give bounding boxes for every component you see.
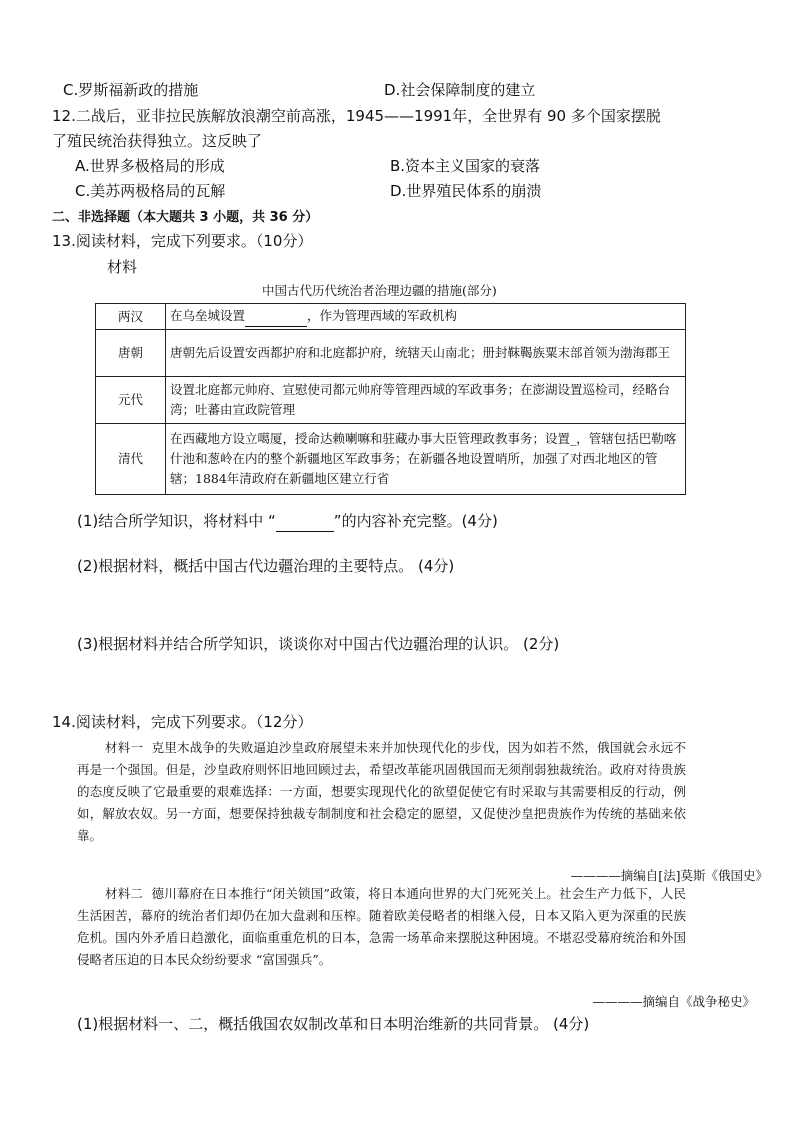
era-cell: 元代: [96, 377, 166, 424]
material-1-label: 材料一: [105, 740, 144, 755]
q11-option-c: C.罗斯福新政的措施: [63, 81, 199, 99]
q12-option-b: B.资本主义国家的衰落: [390, 157, 541, 175]
content-text-a: 在乌垒城设置: [170, 308, 246, 323]
q13-sub2: (2)根据材料，概括中国古代边疆治理的主要特点。 (4分): [77, 557, 455, 575]
q13-sub1: [77, 511, 498, 532]
table-row: [96, 424, 686, 495]
q12-option-a: A.世界多极格局的形成: [75, 157, 225, 175]
content-cell: 唐朝先后设置安西都护府和北庭都护府，统辖天山南北；册封靺鞨族粟末部首领为渤海郡王: [166, 330, 686, 377]
q13-material-label: 材料: [107, 258, 138, 276]
q12-stem-line2: 了殖民统治获得独立。这反映了: [52, 132, 263, 150]
q13-sub1-text-b: ”的内容补充完整。(4分): [333, 512, 498, 530]
content-cell: 在西藏地方设立噶厦，授命达赖喇嘛和驻藏办事大臣管理政教事务；设置_，管辖包括巴勒喀什池和葱岭在内的整个新疆地区军政事务；在新疆各地设置哨所，加强了对西北地区的管辖；1884年清政府在新疆地区建立行省: [166, 424, 686, 495]
material-2-source: ————摘编自《战争秘史》: [592, 994, 755, 1009]
border-policy-table: [95, 303, 686, 495]
table-row: [96, 330, 686, 377]
table-row: [96, 304, 686, 330]
q14-material-1: [77, 737, 686, 847]
q13-sub3: (3)根据材料并结合所学知识，谈谈你对中国古代边疆治理的认识。 (2分): [77, 635, 560, 653]
q14-material-2: [77, 883, 686, 971]
q12-stem-line1: 12.二战后，亚非拉民族解放浪潮空前高涨，1945——1991年，全世界有 90 多个国家摆脱: [52, 107, 661, 125]
table-row: [96, 377, 686, 424]
q14-sub1: (1)根据材料一、二，概括俄国农奴制改革和日本明治维新的共同背景。 (4分): [77, 1015, 590, 1033]
section-heading: 二、非选择题（本大题共 3 小题，共 36 分）: [52, 210, 319, 225]
material-2-label: 材料二: [105, 886, 144, 901]
fill-blank: [245, 306, 307, 327]
q12-option-c: C.美苏两极格局的瓦解: [75, 182, 226, 200]
era-cell: 两汉: [96, 304, 166, 330]
answer-blank: [276, 511, 334, 532]
table-title: 中国古代历代统治者治理边疆的措施(部分): [262, 283, 497, 298]
q12-option-d: D.世界殖民体系的崩溃: [390, 182, 542, 200]
q14-stem: 14.阅读材料，完成下列要求。（12分）: [52, 713, 313, 731]
material-1-text: 克里木战争的失败逼迫沙皇政府展望未来并加快现代化的步伐，因为如若不然，俄国就会永远不再是一个强国。但是，沙皇政府则怀旧地回顾过去，希望改革能巩固俄国而无须削弱独裁统治。政府对待贵族的态度反映了它最重要的艰难选择：一方面，想要实现现代化的欲望促使它有时采取与其需要相反的行动，例如，解放农奴。另一方面，想要保持独裁专制制度和社会稳定的愿望，又促使沙皇把贵族作为传统的基础来依靠。: [77, 740, 686, 843]
era-cell: 唐朝: [96, 330, 166, 377]
q11-option-d: D.社会保障制度的建立: [384, 81, 536, 99]
material-2-text: 德川幕府在日本推行“闭关锁国”政策，将日本通向世界的大门死死关上。社会生产力低下，人民生活困苦，幕府的统治者们却仍在加大盘剥和压榨。随着欧美侵略者的相继入侵，日本又陷入更为深重的民族危机。国内外矛盾日趋激化，面临重重危机的日本，急需一场革命来摆脱这种困境。不堪忍受幕府统治和外国侵略者压迫的日本民众纷纷要求 “富国强兵”。: [77, 886, 686, 967]
content-cell: [166, 304, 686, 330]
content-text-b: ，作为管理西域的军政机构: [307, 308, 458, 323]
q13-sub1-text-a: (1)结合所学知识，将材料中 “: [77, 512, 276, 530]
q13-stem: 13.阅读材料，完成下列要求。（10分）: [52, 232, 313, 250]
era-cell: 清代: [96, 424, 166, 495]
material-1-source: ————摘编自[法]莫斯《俄国史》: [570, 868, 768, 883]
content-cell: 设置北庭都元帅府、宣慰使司都元帅府等管理西域的军政事务；在澎湖设置巡检司，经略台湾；吐蕃由宣政院管理: [166, 377, 686, 424]
